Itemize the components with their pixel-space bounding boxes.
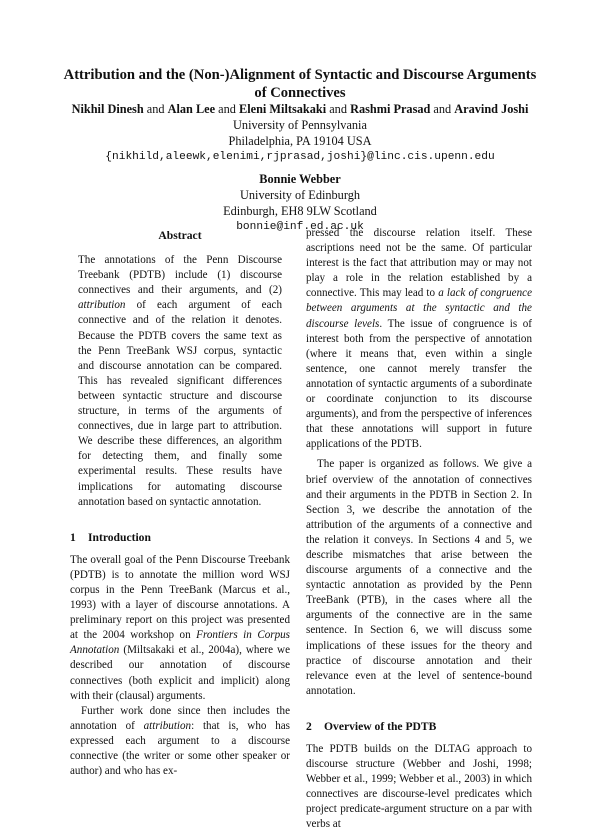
section-heading-introduction	[70, 530, 290, 545]
paragraph-text: The overall goal of the Penn Discourse Treebank (PDTB) is to annotate the million word WSJ corpus in the Penn TreeBank (Marcus et al., 1993) with a layer of discourse annotations. A preliminary report on this project was presented at the 2004 workshop on	[70, 553, 290, 642]
abstract-emphasis: attribution	[78, 299, 126, 312]
paragraph-text: Further work done since then includes the annotation of	[70, 704, 290, 732]
author-name: Eleni Miltsakaki	[239, 102, 327, 116]
author-separator: and	[433, 102, 452, 116]
address: Philadelphia, PA 19104 USA	[228, 134, 372, 148]
paragraph-emphasis: Frontiers in Corpus Annotation	[70, 629, 290, 657]
section-heading-overview	[306, 719, 532, 734]
affiliation: University of Edinburgh	[240, 188, 360, 202]
paragraph-text: pressed the discourse relation itself. These ascriptions need not be the same. Of particular interest is the fact that attribution may or may not play a role in the relation established by a connective. This may lead to	[306, 227, 532, 300]
author-name: Alan Lee	[167, 102, 216, 116]
author-name: Rashmi Prasad	[350, 102, 431, 116]
paragraph	[70, 704, 290, 779]
paragraph-text: . The issue of congruence is of interest both from the perspective of annotation (where it means that, even within a single sentence, one cannot merely transfer the annotation of syntactic arguments of a subordinate or coordinate conjunction to its discourse arguments), and from the perspective of inferences that these annotations will support in future applications of the PDTB.	[306, 317, 533, 451]
abstract-text-part: The annotations of the Penn Discourse Treebank (PDTB) include (1) discourse connectives and their arguments, and (2)	[78, 254, 282, 297]
abstract-text-part: of each argument of each connective and of the relation it denotes. Because the PDTB covers the same text as the Penn TreeBank WSJ corpus, syntactic and discourse annotation can be compared. This has revealed significant differences between syntactic structure and discourse structure, in terms of the arguments of connectives, due in large part to attribution. We describe these differences, an algorithm for detecting them, and finally some experimental results. These results have implications for automating discourse annotation based on syntactic annotation.	[78, 299, 282, 508]
section-title: Overview of the PDTB	[324, 719, 437, 733]
author-separator: and	[218, 102, 236, 116]
section-number: 1	[70, 530, 76, 544]
paragraph-text: (Miltsakaki et al., 2004a), where we described our annotation of discourse connectives (both explicit and implicit) along with their (clausal) arguments.	[70, 644, 290, 702]
author-name: Aravind Joshi	[454, 102, 529, 116]
abstract-text	[70, 253, 290, 510]
section-number: 2	[306, 719, 312, 733]
paper-title	[40, 66, 560, 102]
paragraph-emphasis: attribution	[143, 719, 192, 732]
left-column	[70, 226, 290, 779]
author-block	[30, 101, 570, 165]
paragraph-text: : that is, who has expressed each argument to a discourse connective (the writer or some other speaker or author) and who has ex-	[70, 719, 290, 778]
author-separator: and	[329, 102, 347, 116]
title-line-1: Attribution and the (Non-)Alignment of Syntactic and Discourse Arguments	[63, 67, 537, 83]
paragraph-emphasis: a lack of congruence between arguments at the syntactic and the discourse levels	[306, 287, 532, 330]
paragraph: The paper is organized as follows. We give a brief overview of the annotation of connectives and their arguments in the PDTB in Section 2. In Section 3, we describe the annotation of the attribution of the arguments of a connective and the relation it conveys. In Sections 4 and 5, we describe mismatches that arise between the discourse arguments of a connective and the syntactic annotation as provided by the Penn TreeBank (PTB), in the cases where all the arguments of the connective are in the same sentence. In Section 6, we will discuss some implications of these issues for the theory and practice of discourse annotation and their relevance even at the level of sentence-bound annotation.	[306, 458, 532, 697]
right-column	[306, 226, 532, 833]
author-name: Bonnie Webber	[259, 172, 341, 186]
paragraph	[70, 553, 290, 704]
paragraph	[306, 226, 532, 452]
author-separator: and	[146, 102, 165, 116]
section-title: Introduction	[88, 530, 151, 544]
author-names	[30, 101, 570, 117]
title-line-2: of Connectives	[254, 85, 346, 101]
author-name: Nikhil Dinesh	[71, 102, 144, 116]
paragraph: The PDTB builds on the DLTAG approach to discourse structure (Webber and Joshi, 1998; Webber et al., 1999; Webber et al., 2003) in which connectives are discourse-level predicates which project predicate-argument structure on a par with verbs at	[306, 743, 532, 831]
author-emails: {nikhild,aleewk,elenimi,rjprasad,joshi}@linc.cis.upenn.edu	[105, 151, 495, 163]
author-email: bonnie@inf.ed.ac.uk	[236, 221, 364, 233]
address: Edinburgh, EH8 9LW Scotland	[223, 204, 377, 218]
affiliation: University of Pennsylvania	[233, 118, 367, 132]
abstract-heading: Abstract	[158, 229, 202, 242]
